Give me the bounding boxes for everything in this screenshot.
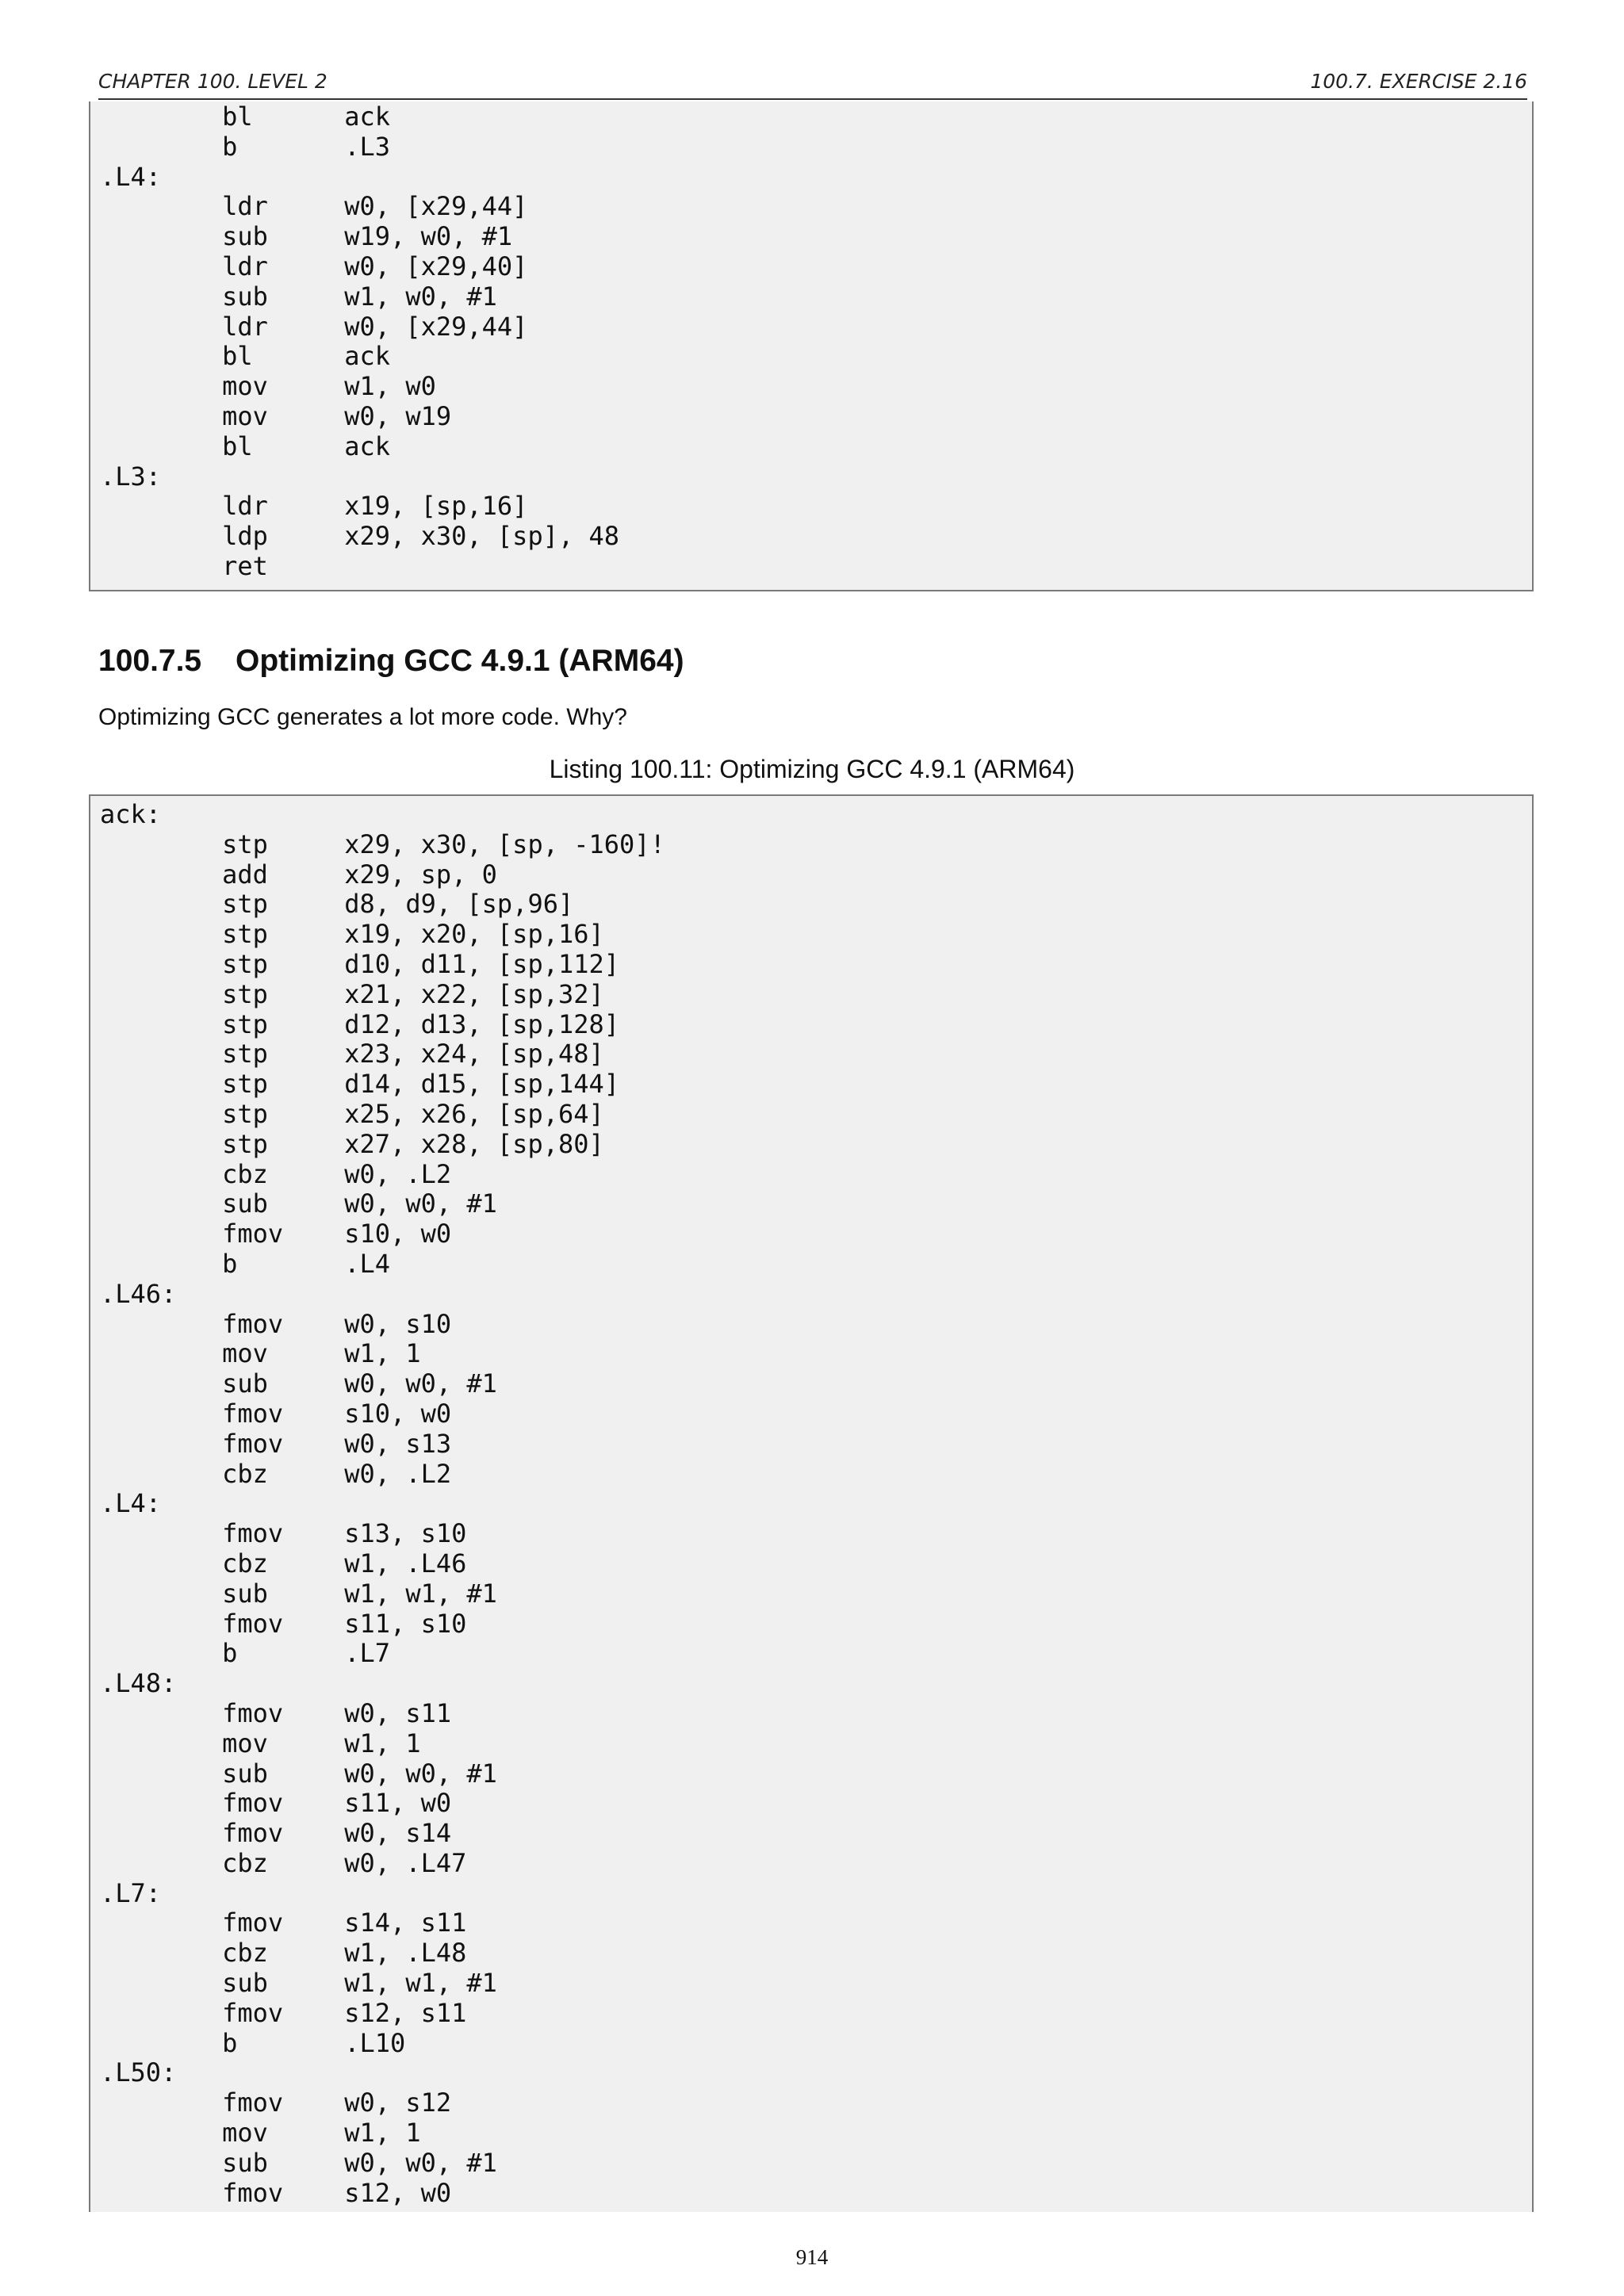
code-listing-continued	[89, 101, 1534, 591]
listing-caption: Listing 100.11: Optimizing GCC 4.9.1 (ARM64)	[549, 755, 1075, 783]
code-text: ack: stp x29, x30, [sp, -160]! add x29, sp, 0 stp d8, d9, [sp,96] stp x19, x20, [sp,16] stp d10, d11, [sp,112] stp x21, x22, [sp,32] stp d12, d13, [sp,128] stp x23, x24, [sp,48] stp d14, d15, [sp,144] stp x25, x26, [sp,64] stp x27, x28, [sp,80] cbz w0, .L2 sub w0, w0, #1 fmov s10, w0 b .L4 .L46: fmov w0, s10 mov w1, 1 sub w0, w0, #1 fmov s10, w0 fmov w0, s13 cbz w0, .L2 .L4: fmov s13, s10 cbz w1, .L46 sub w1, w1, #1 fmov s11, s10 b .L7 .L48: fmov w0, s11 mov w1, 1 sub w0, w0, #1 fmov s11, w0 fmov w0, s14 cbz w0, .L47 .L7: fmov s14, s11 cbz w1, .L48 sub w1, w1, #1 fmov s12, s11 b .L10 .L50: fmov w0, s12 mov w1, 1 sub w0, w0, #1 fmov s12, w0	[100, 799, 665, 2208]
section-heading-title: Optimizing GCC 4.9.1 (ARM64)	[236, 644, 684, 678]
code-text: bl ack b .L3 .L4: ldr w0, [x29,44] sub w19, w0, #1 ldr w0, [x29,40] sub w1, w0, #1 ldr w0, [x29,44] bl ack mov w1, w0 mov w0, w19 bl ack .L3: ldr x19, [sp,16] ldp x29, x30, [sp], 48 ret	[100, 101, 620, 581]
section-number: 100.7.5	[98, 644, 202, 678]
section-title: 100.7. EXERCISE 2.16	[1310, 70, 1527, 93]
running-header	[98, 68, 1527, 100]
chapter-title: CHAPTER 100. LEVEL 2	[98, 70, 327, 93]
section-heading	[98, 644, 684, 679]
header-rule	[98, 98, 1527, 100]
code-listing	[89, 794, 1534, 2212]
page-number: 914	[795, 2245, 829, 2269]
intro-paragraph: Optimizing GCC generates a lot more code. Why?	[98, 704, 627, 730]
